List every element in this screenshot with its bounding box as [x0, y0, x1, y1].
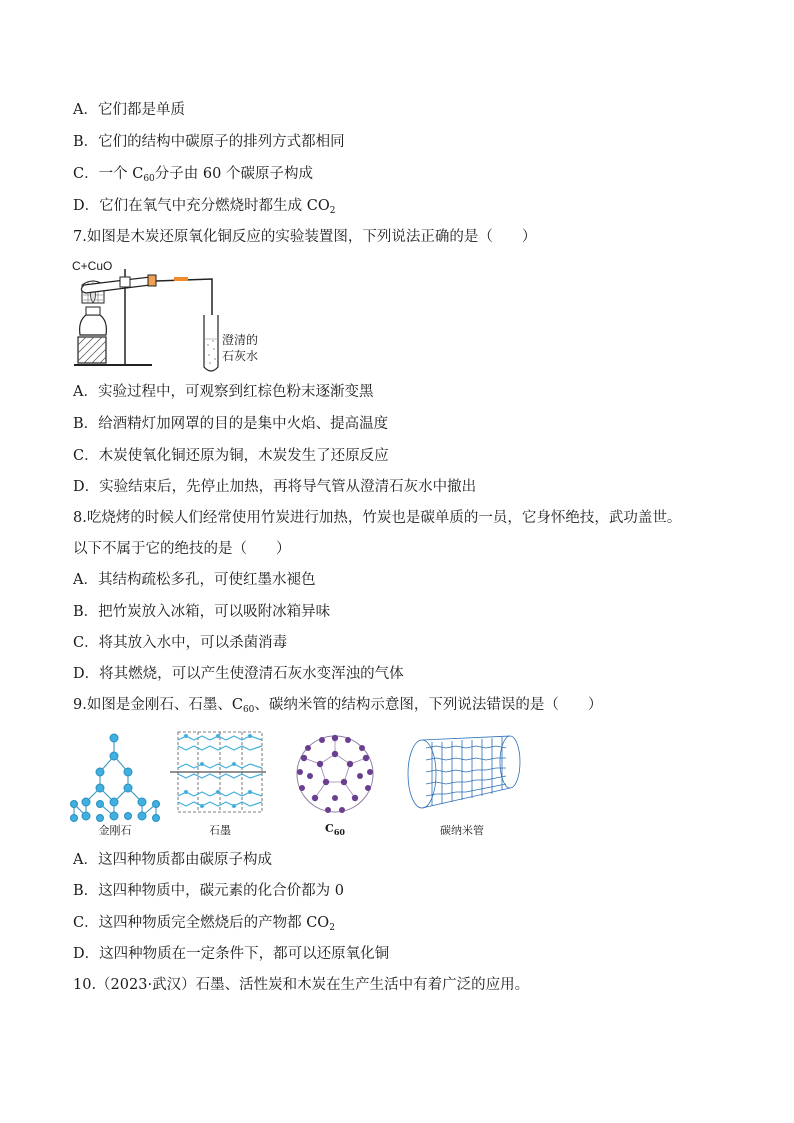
q7-option-d: D．实验结束后，先停止加热，再将导气管从澄清石灰水中撤出 — [73, 479, 477, 495]
q7-option-a: A．实验过程中，可观察到红棕色粉末逐渐变黑 — [73, 384, 374, 400]
q9-option-c: C．这四种物质完全燃烧后的产物都 $CO_2$ — [73, 915, 335, 933]
q6-option-a: A．它们都是单质 — [73, 102, 185, 118]
q8-option-c: C．将其放入水中，可以杀菌消毒 — [73, 635, 288, 651]
q6-option-d: D．它们在氧气中充分燃烧时都生成 $CO_2$ — [73, 198, 336, 216]
limewater-label-1: 澄清的 — [222, 333, 259, 347]
q8-option-d: D．将其燃烧，可以产生使澄清石灰水变浑浊的气体 — [73, 666, 404, 682]
c60-structure — [297, 735, 373, 813]
q9-carbon-structures-figure — [70, 728, 530, 840]
reactant-label: C+CuO — [72, 259, 113, 273]
q8-stem-line-1: 8.吃烧烤的时候人们经常使用竹炭进行加热，竹炭也是碳单质的一员，它身怀绝技，武功盖世。 — [73, 510, 682, 526]
q10-stem: 10.（2023·武汉）石墨、活性炭和木炭在生产生活中有着广泛的应用。 — [73, 977, 530, 993]
q9-option-b: B．这四种物质中，碳元素的化合价都为 0 — [73, 883, 344, 899]
diamond-structure — [71, 734, 160, 822]
q7-apparatus-figure — [70, 255, 270, 375]
nanotube-structure — [408, 736, 520, 808]
q6-option-b: B．它们的结构中碳原子的排列方式都相同 — [73, 134, 345, 150]
q8-option-a: A．其结构疏松多孔，可使红墨水褪色 — [73, 572, 316, 588]
q8-option-b: B．把竹炭放入冰箱，可以吸附冰箱异味 — [73, 604, 331, 620]
c60-label: $C_{60}$ — [325, 822, 345, 837]
q8-stem-line-2: 以下不属于它的绝技的是（ ） — [73, 541, 291, 557]
graphite-structure — [170, 732, 266, 812]
diamond-label: 金刚石 — [98, 824, 132, 837]
q7-stem: 7.如图是木炭还原氧化铜反应的实验装置图，下列说法正确的是（ ） — [73, 229, 537, 245]
q9-option-a: A．这四种物质都由碳原子构成 — [73, 852, 272, 868]
q9-option-d: D．这四种物质在一定条件下，都可以还原氧化铜 — [73, 946, 390, 962]
q7-option-c: C．木炭使氧化铜还原为铜，木炭发生了还原反应 — [73, 448, 389, 464]
q7-option-b: B．给酒精灯加网罩的目的是集中火焰、提高温度 — [73, 416, 389, 432]
q6-option-c: C．一个 $C_{60}$分子由 60 个碳原子构成 — [73, 166, 313, 184]
nanotube-label: 碳纳米管 — [440, 824, 484, 837]
graphite-label: 石墨 — [209, 824, 231, 837]
limewater-label-2: 石灰水 — [222, 349, 259, 363]
q9-stem: 9.如图是金刚石、石墨、$C_{60}$、碳纳米管的结构示意图，下列说法错误的是（ ） — [73, 697, 603, 715]
